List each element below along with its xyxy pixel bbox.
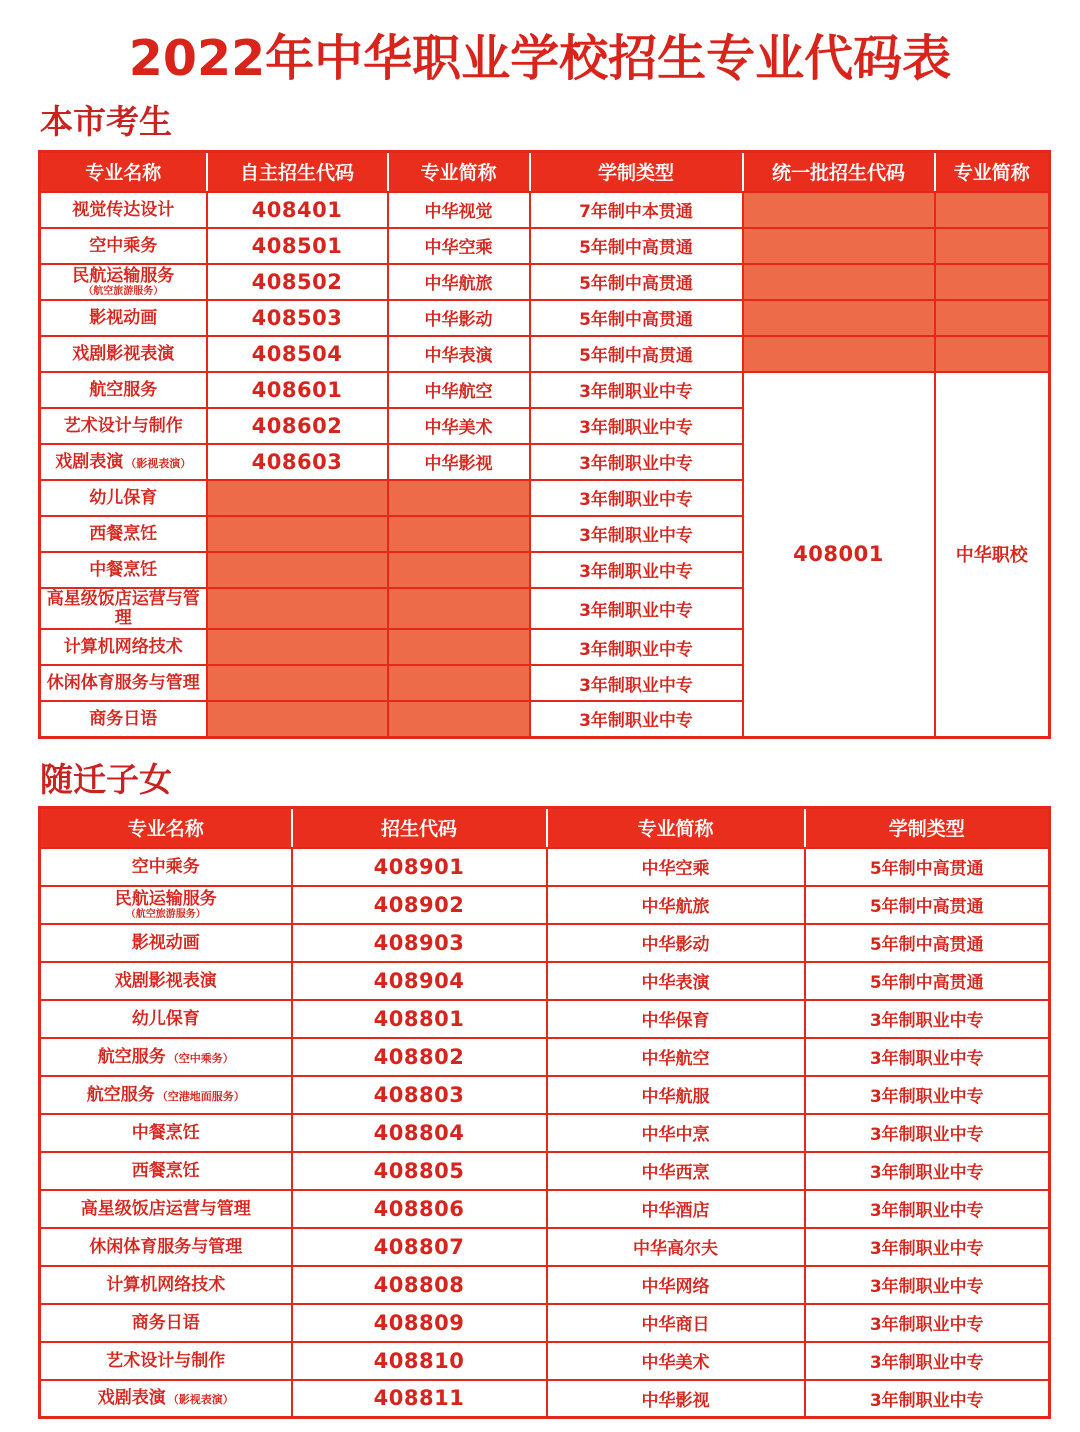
major-name-text: 高星级饭店运营与管理 — [46, 588, 200, 629]
enroll-code-text: 408603 — [251, 449, 343, 474]
major-name-text: 计算机网络技术 — [106, 1274, 226, 1295]
column-header-self-enroll-code: 自主招生代码 — [207, 152, 388, 192]
cell-enroll-code — [292, 1038, 547, 1076]
cell-enroll-code — [207, 300, 388, 336]
table-row — [40, 192, 1050, 228]
migrant-table-header — [40, 808, 1050, 848]
major-name-text: 航空服务 — [89, 379, 158, 400]
section-heading-migrant: 随迁子女 — [40, 760, 172, 799]
cell-major-abbr — [547, 1076, 805, 1114]
cell-unified-code-blank — [743, 264, 935, 300]
table-row — [40, 1076, 1050, 1114]
cell-schooling-type — [530, 372, 743, 408]
cell-major-abbr — [388, 336, 530, 372]
cell-enroll-code — [207, 264, 388, 300]
cell-major-abbr — [388, 372, 530, 408]
schooling-type-text: 3年制职业中专 — [869, 1353, 984, 1373]
cell-major-abbr — [388, 228, 530, 264]
cell-schooling-type — [530, 264, 743, 300]
major-name-text: 空中乘务 — [131, 856, 200, 877]
cell-major-name — [40, 1114, 292, 1152]
cell-major-abbr — [388, 264, 530, 300]
table-row — [40, 1152, 1050, 1190]
schooling-type-text: 3年制职业中专 — [579, 418, 693, 438]
table-row — [40, 962, 1050, 1000]
major-name-text: 戏剧表演 — [97, 1388, 166, 1409]
enroll-code-text: 408810 — [373, 1348, 465, 1373]
cell-unified-abbr-blank — [935, 192, 1050, 228]
cell-enroll-code — [292, 1114, 547, 1152]
cell-major-abbr — [547, 1304, 805, 1342]
cell-schooling-type — [530, 228, 743, 264]
cell-unified-code-blank — [743, 336, 935, 372]
major-name-text: 航空服务 — [86, 1084, 155, 1105]
major-abbr-text: 中华表演 — [424, 346, 493, 366]
cell-major-name — [40, 300, 207, 336]
cell-major-abbr — [388, 444, 530, 480]
cell-unified-code-blank — [743, 192, 935, 228]
table-row — [40, 1114, 1050, 1152]
enroll-code-text: 408502 — [251, 269, 343, 294]
cell-schooling-type — [530, 336, 743, 372]
cell-schooling-type — [805, 848, 1050, 886]
cell-major-abbr — [388, 588, 530, 630]
local-candidates-table — [38, 150, 1051, 739]
major-name-text: 民航运输服务 — [72, 266, 175, 287]
cell-schooling-type — [805, 1266, 1050, 1304]
major-abbr-text: 中华航旅 — [641, 897, 710, 917]
cell-enroll-code — [292, 1380, 547, 1418]
schooling-type-text: 3年制职业中专 — [869, 1239, 984, 1259]
schooling-type-text: 3年制职业中专 — [579, 639, 693, 660]
cell-enroll-code — [207, 372, 388, 408]
major-name-text: 影视动画 — [131, 932, 200, 953]
enroll-code-text: 408803 — [373, 1082, 465, 1107]
cell-major-name — [40, 1152, 292, 1190]
cell-major-name — [40, 1000, 292, 1038]
schooling-type-text: 3年制职业中专 — [579, 454, 693, 474]
major-abbr-text: 中华网络 — [641, 1277, 710, 1297]
cell-major-abbr — [388, 552, 530, 588]
major-abbr-text: 中华航空 — [641, 1049, 710, 1069]
cell-major-abbr — [547, 1038, 805, 1076]
cell-major-name — [40, 372, 207, 408]
major-name-note: （航空旅游服务） — [125, 908, 206, 920]
schooling-type-text: 3年制职业中专 — [869, 1390, 984, 1411]
cell-major-abbr — [388, 408, 530, 444]
cell-enroll-code — [292, 848, 547, 886]
enroll-code-text: 408801 — [373, 1006, 465, 1031]
enroll-code-text: 408808 — [373, 1272, 465, 1297]
cell-major-abbr — [547, 1114, 805, 1152]
table-row — [40, 1228, 1050, 1266]
cell-major-name — [40, 444, 207, 480]
major-abbr-text: 中华酒店 — [641, 1201, 710, 1221]
cell-enroll-code — [292, 886, 547, 924]
enroll-code-text: 408904 — [373, 968, 465, 993]
cell-schooling-type — [530, 629, 743, 665]
major-name-text: 航空服务 — [97, 1046, 166, 1067]
table-row — [40, 1038, 1050, 1076]
local-table-header — [40, 152, 1050, 192]
major-abbr-text: 中华高尔夫 — [633, 1239, 718, 1259]
cell-major-name — [40, 1038, 292, 1076]
cell-schooling-type — [805, 924, 1050, 962]
table-row — [40, 372, 1050, 408]
schooling-type-text: 3年制职业中专 — [579, 675, 693, 696]
column-header-major-abbr: 专业简称 — [388, 152, 530, 192]
table-row — [40, 1304, 1050, 1342]
cell-schooling-type — [530, 444, 743, 480]
table-row — [40, 1380, 1050, 1418]
cell-major-abbr — [388, 480, 530, 516]
schooling-type-text: 5年制中高贯通 — [579, 310, 693, 330]
schooling-type-text: 5年制中高贯通 — [869, 973, 984, 993]
column-header-major-name: 专业名称 — [40, 808, 292, 848]
schooling-type-text: 5年制中高贯通 — [869, 897, 984, 917]
enroll-code-text: 408807 — [373, 1234, 465, 1259]
cell-schooling-type — [805, 1038, 1050, 1076]
cell-major-abbr — [547, 962, 805, 1000]
major-name-note: （空港地面服务） — [156, 1089, 245, 1103]
table-row — [40, 886, 1050, 924]
table-row — [40, 924, 1050, 962]
schooling-type-text: 3年制职业中专 — [579, 711, 693, 732]
major-name-text: 艺术设计与制作 — [63, 415, 183, 436]
schooling-type-text: 3年制职业中专 — [869, 1201, 984, 1221]
cell-major-name — [40, 408, 207, 444]
major-name-text: 空中乘务 — [89, 235, 158, 256]
cell-major-name — [40, 1342, 292, 1380]
cell-schooling-type — [530, 701, 743, 737]
major-name-text: 幼儿保育 — [89, 487, 158, 508]
table-row — [40, 1190, 1050, 1228]
cell-schooling-type — [530, 192, 743, 228]
major-name-text: 戏剧表演 — [55, 451, 124, 472]
cell-major-name — [40, 480, 207, 516]
cell-enroll-code — [207, 228, 388, 264]
enroll-code-text: 408806 — [373, 1196, 465, 1221]
major-abbr-text: 中华保育 — [641, 1011, 710, 1031]
enroll-code-text: 408804 — [373, 1120, 465, 1145]
cell-schooling-type — [805, 1304, 1050, 1342]
schooling-type-text: 3年制职业中专 — [579, 562, 693, 582]
enroll-code-text: 408601 — [251, 377, 343, 402]
major-name-text: 商务日语 — [89, 709, 158, 730]
cell-major-name — [40, 629, 207, 665]
major-name-text: 戏剧影视表演 — [72, 343, 175, 364]
column-header-enroll-code: 招生代码 — [292, 808, 547, 848]
cell-major-name — [40, 552, 207, 588]
major-name-text: 艺术设计与制作 — [106, 1350, 226, 1371]
cell-major-name — [40, 588, 207, 630]
enroll-code-text: 408805 — [373, 1158, 465, 1183]
cell-major-name — [40, 1266, 292, 1304]
cell-enroll-code — [207, 480, 388, 516]
cell-enroll-code — [207, 408, 388, 444]
schooling-type-text: 3年制职业中专 — [869, 1277, 984, 1297]
major-name-text: 戏剧影视表演 — [114, 970, 217, 991]
cell-major-name — [40, 336, 207, 372]
cell-major-name — [40, 924, 292, 962]
header-row — [40, 808, 1050, 848]
cell-major-name — [40, 1380, 292, 1418]
unified-code-text: 408001 — [793, 542, 884, 567]
cell-enroll-code — [207, 552, 388, 588]
cell-major-abbr — [388, 629, 530, 665]
table-row — [40, 848, 1050, 886]
column-header-major-abbr: 专业简称 — [547, 808, 805, 848]
cell-unified-abbr-merged — [935, 372, 1050, 738]
cell-schooling-type — [530, 516, 743, 552]
cell-major-abbr — [547, 924, 805, 962]
cell-major-name — [40, 264, 207, 300]
cell-major-name — [40, 665, 207, 701]
major-abbr-text: 中华影视 — [641, 1390, 710, 1411]
cell-enroll-code — [292, 1190, 547, 1228]
major-name-text: 高星级饭店运营与管理 — [80, 1198, 251, 1219]
column-header-schooling-type: 学制类型 — [805, 808, 1050, 848]
major-name-text: 计算机网络技术 — [63, 637, 183, 658]
schooling-type-text: 5年制中高贯通 — [869, 859, 984, 879]
enroll-code-text: 408902 — [373, 892, 465, 917]
major-name-text: 中餐烹饪 — [89, 559, 158, 580]
cell-unified-code-blank — [743, 228, 935, 264]
enroll-code-text: 408401 — [251, 197, 343, 222]
major-name-text: 西餐烹饪 — [89, 523, 158, 544]
table-row — [40, 228, 1050, 264]
schooling-type-text: 3年制职业中专 — [869, 1125, 984, 1145]
schooling-type-text: 3年制职业中专 — [579, 382, 693, 402]
cell-major-abbr — [388, 701, 530, 737]
cell-schooling-type — [805, 1114, 1050, 1152]
major-name-text: 视觉传达设计 — [72, 199, 175, 220]
cell-major-name — [40, 1190, 292, 1228]
cell-enroll-code — [292, 924, 547, 962]
cell-major-abbr — [388, 300, 530, 336]
table-row — [40, 1342, 1050, 1380]
schooling-type-text: 3年制职业中专 — [579, 490, 693, 510]
major-abbr-text: 中华航空 — [424, 382, 493, 402]
cell-major-abbr — [547, 1152, 805, 1190]
major-abbr-text: 中华中烹 — [641, 1125, 710, 1145]
schooling-type-text: 3年制职业中专 — [579, 526, 693, 546]
cell-major-name — [40, 228, 207, 264]
major-name-note: （航空旅游服务） — [83, 285, 164, 297]
cell-schooling-type — [805, 962, 1050, 1000]
unified-abbr-text: 中华职校 — [955, 545, 1028, 567]
migrant-children-table — [38, 806, 1051, 1419]
table-row — [40, 264, 1050, 300]
enroll-code-text: 408602 — [251, 413, 343, 438]
schooling-type-text: 5年制中高贯通 — [579, 238, 693, 258]
major-name-text: 幼儿保育 — [131, 1008, 200, 1029]
enroll-code-text: 408811 — [373, 1386, 465, 1411]
enroll-code-text: 408809 — [373, 1310, 465, 1335]
cell-unified-code-merged — [743, 372, 935, 738]
cell-enroll-code — [207, 516, 388, 552]
major-abbr-text: 中华航旅 — [424, 274, 493, 294]
schooling-type-text: 5年制中高贯通 — [869, 935, 984, 955]
cell-enroll-code — [207, 629, 388, 665]
cell-enroll-code — [292, 1152, 547, 1190]
major-abbr-text: 中华表演 — [641, 973, 710, 993]
cell-schooling-type — [530, 480, 743, 516]
enroll-code-text: 408503 — [251, 305, 343, 330]
cell-enroll-code — [292, 1304, 547, 1342]
cell-major-name — [40, 516, 207, 552]
cell-major-abbr — [547, 1266, 805, 1304]
schooling-type-text: 3年制职业中专 — [579, 600, 693, 621]
cell-enroll-code — [207, 444, 388, 480]
cell-enroll-code — [207, 588, 388, 630]
page-title: 2022年中华职业学校招生专业代码表 — [128, 30, 952, 87]
cell-major-abbr — [547, 848, 805, 886]
table-row — [40, 1000, 1050, 1038]
cell-enroll-code — [207, 336, 388, 372]
cell-unified-abbr-blank — [935, 228, 1050, 264]
cell-enroll-code — [207, 665, 388, 701]
cell-schooling-type — [805, 1000, 1050, 1038]
cell-schooling-type — [805, 1190, 1050, 1228]
cell-major-abbr — [388, 516, 530, 552]
major-name-note: （影视表演） — [125, 456, 192, 470]
enroll-code-text: 408802 — [373, 1044, 465, 1069]
major-name-text: 西餐烹饪 — [131, 1160, 200, 1181]
cell-enroll-code — [292, 962, 547, 1000]
column-header-unified-code: 统一批招生代码 — [743, 152, 935, 192]
cell-schooling-type — [805, 1152, 1050, 1190]
enroll-code-text: 408504 — [251, 341, 343, 366]
cell-major-abbr — [547, 1000, 805, 1038]
cell-enroll-code — [292, 1266, 547, 1304]
column-header-major-name: 专业名称 — [40, 152, 207, 192]
major-name-text: 影视动画 — [89, 307, 158, 328]
cell-major-name — [40, 886, 292, 924]
major-abbr-text: 中华美术 — [641, 1353, 710, 1373]
schooling-type-text: 5年制中高贯通 — [579, 346, 693, 366]
enroll-code-text: 408901 — [373, 854, 465, 879]
enroll-code-text: 408501 — [251, 233, 343, 258]
cell-enroll-code — [207, 192, 388, 228]
table-row — [40, 300, 1050, 336]
schooling-type-text: 7年制中本贯通 — [579, 202, 693, 222]
major-abbr-text: 中华美术 — [424, 418, 493, 438]
cell-major-name — [40, 192, 207, 228]
table-row — [40, 336, 1050, 372]
schooling-type-text: 3年制职业中专 — [869, 1049, 984, 1069]
cell-unified-abbr-blank — [935, 264, 1050, 300]
table-row — [40, 1266, 1050, 1304]
cell-major-abbr — [547, 886, 805, 924]
major-abbr-text: 中华西烹 — [641, 1163, 710, 1183]
cell-unified-abbr-blank — [935, 336, 1050, 372]
major-abbr-text: 中华视觉 — [424, 202, 493, 222]
cell-major-abbr — [547, 1228, 805, 1266]
cell-major-name — [40, 701, 207, 737]
major-abbr-text: 中华航服 — [641, 1087, 710, 1107]
cell-major-name — [40, 1304, 292, 1342]
cell-schooling-type — [805, 1228, 1050, 1266]
schooling-type-text: 3年制职业中专 — [869, 1011, 984, 1031]
cell-schooling-type — [530, 665, 743, 701]
column-header-schooling-type: 学制类型 — [530, 152, 743, 192]
cell-major-name — [40, 1228, 292, 1266]
cell-major-abbr — [547, 1190, 805, 1228]
cell-schooling-type — [530, 552, 743, 588]
enroll-code-text: 408903 — [373, 930, 465, 955]
major-abbr-text: 中华商日 — [641, 1315, 710, 1335]
major-name-text: 中餐烹饪 — [131, 1122, 200, 1143]
major-abbr-text: 中华影动 — [641, 935, 710, 955]
cell-unified-code-blank — [743, 300, 935, 336]
cell-schooling-type — [530, 300, 743, 336]
major-name-note: （影视表演） — [167, 1393, 234, 1407]
cell-schooling-type — [805, 1380, 1050, 1418]
header-row — [40, 152, 1050, 192]
major-name-note: （空中乘务） — [167, 1051, 234, 1065]
cell-enroll-code — [207, 701, 388, 737]
schooling-type-text: 5年制中高贯通 — [579, 274, 693, 294]
cell-enroll-code — [292, 1000, 547, 1038]
major-name-text: 休闲体育服务与管理 — [89, 1236, 243, 1257]
cell-enroll-code — [292, 1228, 547, 1266]
section-heading-local: 本市考生 — [40, 102, 172, 141]
cell-schooling-type — [805, 1076, 1050, 1114]
cell-enroll-code — [292, 1076, 547, 1114]
cell-enroll-code — [292, 1342, 547, 1380]
major-name-text: 商务日语 — [131, 1312, 200, 1333]
cell-major-name — [40, 1076, 292, 1114]
migrant-table-body — [40, 848, 1050, 1418]
major-name-text: 休闲体育服务与管理 — [46, 673, 200, 694]
schooling-type-text: 3年制职业中专 — [869, 1315, 984, 1335]
major-abbr-text: 中华空乘 — [424, 238, 493, 258]
major-name-text: 民航运输服务 — [114, 889, 217, 910]
cell-schooling-type — [530, 588, 743, 630]
cell-schooling-type — [805, 1342, 1050, 1380]
schooling-type-text: 3年制职业中专 — [869, 1087, 984, 1107]
cell-schooling-type — [805, 886, 1050, 924]
cell-major-name — [40, 848, 292, 886]
cell-major-abbr — [547, 1380, 805, 1418]
cell-major-abbr — [388, 192, 530, 228]
cell-major-abbr — [388, 665, 530, 701]
major-abbr-text: 中华影视 — [424, 454, 493, 474]
cell-major-name — [40, 962, 292, 1000]
local-table-body — [40, 192, 1050, 738]
major-abbr-text: 中华影动 — [424, 310, 493, 330]
column-header-unified-abbr: 专业简称 — [935, 152, 1050, 192]
cell-schooling-type — [530, 408, 743, 444]
schooling-type-text: 3年制职业中专 — [869, 1163, 984, 1183]
cell-unified-abbr-blank — [935, 300, 1050, 336]
major-abbr-text: 中华空乘 — [641, 859, 710, 879]
cell-major-abbr — [547, 1342, 805, 1380]
